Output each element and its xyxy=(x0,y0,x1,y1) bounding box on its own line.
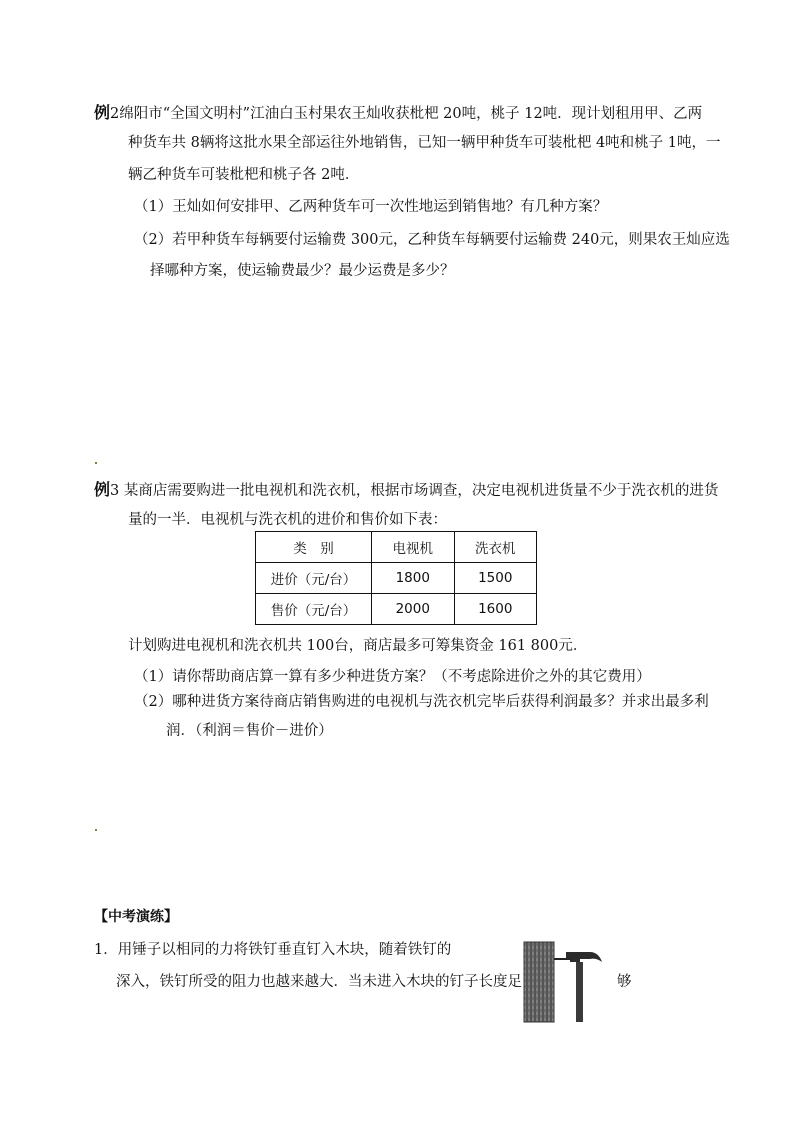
practice-item1-tail: 够 xyxy=(617,974,632,990)
example3-question2-line2: 润．（利润＝售价－进价） xyxy=(166,723,333,739)
table-cell: 1600 xyxy=(454,594,536,625)
table-cell: 1800 xyxy=(372,563,454,594)
example2-question1: （1）王灿如何安排甲、乙两种货车可一次性地运到销售地？有几种方案？ xyxy=(134,199,608,215)
table-cell: 售价（元/台） xyxy=(256,594,372,625)
margin-dot xyxy=(95,462,97,464)
example3-label: 例 xyxy=(94,480,111,499)
practice-heading: 【中考演练】 xyxy=(94,909,178,925)
example3-plan: 计划购进电视机和洗衣机共 100台，商店最多可筹集资金 161 800元． xyxy=(128,638,588,654)
hammer-nail-wood-figure xyxy=(522,940,608,1024)
example2-line1 xyxy=(94,100,702,123)
table-cell: 进价（元/台） xyxy=(256,563,372,594)
table-cell: 1500 xyxy=(454,563,536,594)
example3-line2: 量的一半．电视机与洗衣机的进价和售价如下表： xyxy=(128,512,447,528)
example3-question2-line1: （2）哪种进货方案待商店销售购进的电视机与洗衣机完毕后获得利润最多？并求出最多利 xyxy=(134,694,709,710)
price-table xyxy=(255,531,537,625)
example2-line3: 辆乙种货车可装枇杷和桃子各 2吨． xyxy=(128,167,360,183)
table-cell: 2000 xyxy=(372,594,454,625)
table-header-cell: 类 别 xyxy=(256,532,372,563)
example2-label: 例 xyxy=(94,103,111,122)
example2-question2-line2: 择哪种方案，使运输费最少？最少运费是多少？ xyxy=(150,263,455,279)
table-header-cell: 电视机 xyxy=(372,532,454,563)
example2-question2-line1: （2）若甲种货车每辆要付运输费 300元，乙种货车每辆要付运输费 240元，则果农王灿应选 xyxy=(134,232,730,248)
table-header-cell: 洗衣机 xyxy=(454,532,536,563)
example2-line1-text: 2绵阳市“全国文明村”江油白玉村果农王灿收获枇杷 20吨，桃子 12吨．现计划租用甲、乙两 xyxy=(110,106,703,122)
wood-block xyxy=(524,942,554,1022)
example2-line2: 种货车共 8辆将这批水果全部运往外地销售，已知一辆甲种货车可装枇杷 4吨和桃子 1吨，一 xyxy=(128,135,721,151)
margin-dot xyxy=(95,829,97,831)
table-row xyxy=(256,594,537,625)
table-header-row xyxy=(256,532,537,563)
hammer-head xyxy=(566,952,602,962)
hammer-handle xyxy=(576,962,583,1022)
example3-line1-text: 3 某商店需要购进一批电视机和洗衣机，根据市场调查，决定电视机进货量不少于洗衣机的进货 xyxy=(110,483,719,499)
practice-item1-line1: 1．用锤子以相同的力将铁钉垂直钉入木块，随着铁钉的 xyxy=(94,942,452,958)
example3-question1: （1）请你帮助商店算一算有多少种进货方案？（不考虑除进价之外的其它费用） xyxy=(134,669,651,685)
practice-item1-line2: 深入，铁钉所受的阻力也越来越大．当未进入木块的钉子长度足 xyxy=(116,974,522,990)
table-row xyxy=(256,563,537,594)
example3-line1 xyxy=(94,477,718,500)
